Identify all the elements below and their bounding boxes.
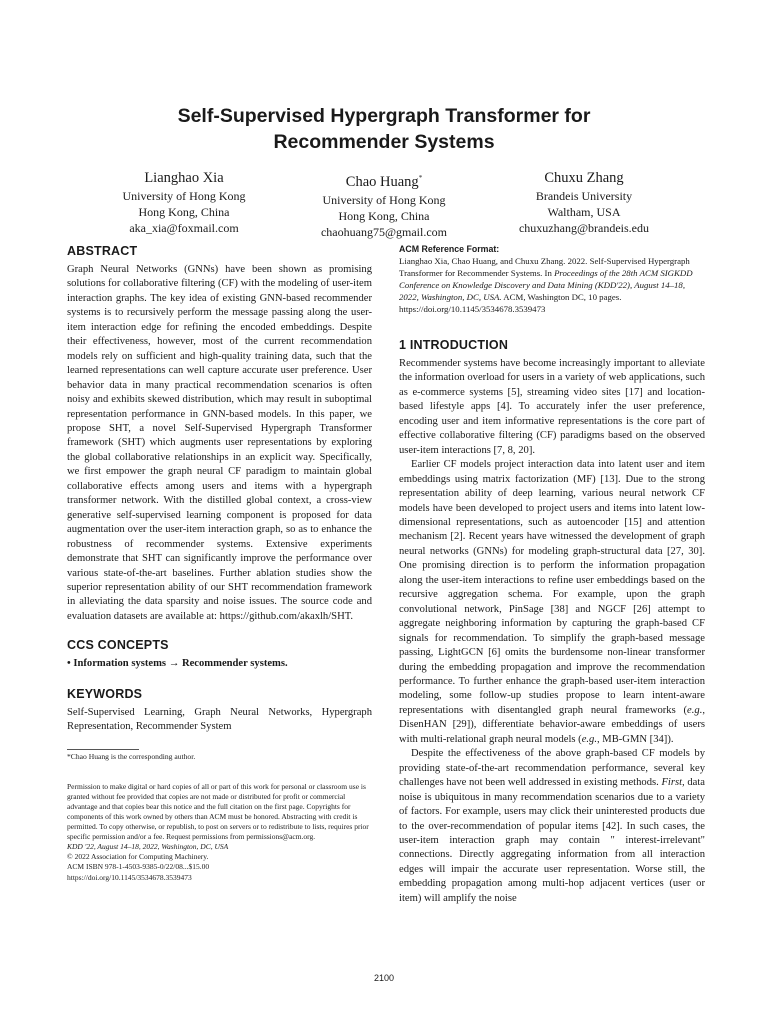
keywords-text: Self-Supervised Learning, Graph Neural Networks, Hypergraph Representation, Recommender System [67, 706, 372, 733]
author-affiliation: University of Hong Kong [122, 189, 246, 203]
ref-format-authors: Lianghao Xia, Chao Huang, and Chuxu Zhang. 2022. Self-Supervised Hypergraph Transformer for Recommender Systems. In [399, 256, 690, 278]
author-email[interactable]: aka_xia@foxmail.com [129, 221, 239, 235]
intro-paragraph-1: Recommender systems have become increasingly important to alleviate the information overload for users in a variety of web applications, such as e-commerce systems [5], streaming video sites [17] and location-based lifestyle apps [4]. To accurately infer the user preference, encoding user and item informative representations is the core part of effective collaborative filtering (CF) paradigms based on the observed user-item interactions [7, 8, 20]. [399, 358, 705, 456]
author-email[interactable]: chuxuzhang@brandeis.edu [518, 221, 649, 235]
abstract-text: Graph Neural Networks (GNNs) have been shown as promising solutions for collaborative filtering (CF) with the modeling of user-item interaction graphs. The key idea of existing GNN-based recommender systems is to recursively perform the message passing along the user-item interaction edge for refining the encoded embeddings. Despite their effectiveness, however, most of the current recommendation models rely on sufficient and high-quality training data, such that the learned representations can well capture accurate user preference. User behavior data in many practical recommendation scenarios is often noisy and exhibits skewed distribution, which may result in suboptimal representation performance in GNN-based models. In this paper, we propose SHT, a novel Self-Supervised Hypergraph Transformer framework (SHT) which augments user representations by exploring the global collaborative relationships in an explicit way. Specifically, we first empower the graph neural CF paradigm to maintain global collaborative effects among users and items with a hypergraph transformer network. With the distilled global context, a cross-view generative self-supervised learning component is proposed for data augmentation over the user-item interaction graph, so as to enhance the robustness of recommender systems. Extensive experiments demonstrate that SHT can significantly improve the performance over various state-of-the-art baselines. Further ablation studies show the superior representation ability of our SHT recommendation framework in alleviating the data sparsity and noise issues. The source code and evaluation datasets are available at: https://github.com/akaxlh/SHT. [67, 264, 372, 622]
author-2 [284, 169, 484, 240]
author-name-wrap [284, 169, 484, 192]
ccs-heading: CCS CONCEPTS [67, 638, 169, 653]
author-location: Waltham, USA [547, 205, 621, 219]
isbn-line: ACM ISBN 978-1-4503-9385-0/22/08...$15.00 [67, 862, 210, 872]
left-column [67, 243, 372, 883]
title-line-1: Self-Supervised Hypergraph Transformer for [177, 105, 591, 127]
title-line-2: Recommender Systems [273, 131, 495, 153]
right-column [399, 243, 705, 906]
author-3 [484, 169, 684, 236]
author-email[interactable]: chaohuang75@gmail.com [320, 224, 448, 239]
doi-line[interactable]: https://doi.org/10.1145/3534678.3539473 [67, 872, 192, 882]
keywords-heading: KEYWORDS [67, 686, 143, 701]
author-1 [84, 169, 284, 236]
author-location: Hong Kong, China [138, 205, 230, 219]
intro-paragraph-2 [399, 458, 705, 747]
paper-title [0, 103, 768, 155]
footnote-rule [67, 749, 139, 750]
author-affiliation: University of Hong Kong [322, 192, 446, 207]
conference-line: KDD '22, August 14–18, 2022, Washington, DC, USA [67, 842, 229, 852]
ref-format-body [399, 255, 705, 315]
introduction-heading: 1 INTRODUCTION [399, 338, 509, 352]
ccs-text: • Information systems → Recommender systems. [67, 658, 288, 670]
abstract-heading: ABSTRACT [67, 244, 138, 258]
author-affiliation: Brandeis University [535, 189, 633, 203]
intro-p2-eg-1: e.g. [687, 704, 703, 716]
intro-p3-first: First, [661, 777, 685, 789]
copyright-line: © 2022 Association for Computing Machinery. [67, 852, 209, 862]
intro-paragraph-3 [399, 747, 705, 906]
intro-p2-part-c: , MB-GMN [34]). [597, 733, 674, 745]
corresponding-author-footnote: *Chao Huang is the corresponding author. [67, 751, 196, 761]
intro-p2-eg-2: e.g. [581, 733, 597, 745]
ref-format-heading: ACM Reference Format: [399, 244, 500, 254]
author-location: Hong Kong, China [338, 208, 430, 223]
ref-format-venue: Proceedings of the 28th ACM SIGKDD Conference on Knowledge Discovery and Data Mining (KDD'22), August 14–18, 2022, Washington, DC, USA. [399, 268, 693, 302]
intro-p2-part-b: , DisenHAN [29]), differentiate behavior-aware embeddings of users with multi-relational graph neural models ( [399, 704, 705, 745]
author-name: Chuxu Zhang [544, 170, 624, 186]
author-name: Lianghao Xia [144, 170, 224, 186]
ref-format-tail: ACM, Washington DC, 10 pages. https://doi.org/10.1145/3534678.3539473 [399, 292, 622, 314]
corresponding-mark: * [418, 174, 423, 182]
permission-block [67, 782, 372, 883]
page-number: 2100 [373, 973, 395, 983]
permission-notice: Permission to make digital or hard copies of all or part of this work for personal or classroom use is granted without fee provided that copies are not made or distributed for profit or commercial advantage and that copies bear this notice and the full citation on the first page. Copyrights for components of this work owned by others than ACM must be honored. Abstracting with credit is permitted. To copy otherwise, or republish, to post on servers or to redistribute to lists, requires prior specific permission and/or a fee. Request permissions from permissions@acm.org. [67, 781, 369, 842]
intro-p3-part-a: Despite the effectiveness of the above graph-based CF models by providing state-of-the-art recommendation performance, several key challenges have not been well addressed in existing methods. [399, 748, 705, 789]
author-name: Chao Huang [345, 173, 419, 190]
intro-p3-part-b: data noise is ubiquitous in many recommendation scenarios due to a variety of factors. For example, users may click their uninterested products due to the over-recommendation of popular items [42]. In such cases, the user-item interaction graph may contain " interest-irrelevant" connections. Directly aggregating information from all interaction edges will impair the accurate user representation. Worse still, the embedding propagation among multi-hop adjacent vertices (user or item) will amplify the noise [399, 777, 705, 904]
intro-p2-part-a: Earlier CF models project interaction data into latent user and item embeddings using matrix factorization (MF) [13]. Due to the strong representation ability of deep learning, various neural network CF models have been developed to project users and items into latent low-dimensional representations, such as autoencoder [15] and attention mechanism [2]. Recent years have witnessed the development of graph neural networks (GNNs) for modeling graph-structural data [27, 30]. One promising direction is to perform the information propagation along the user-item interactions to refine user embeddings based on the recursive aggregation schema. For example, upon the graph convolutional network, PinSage [38] and NGCF [26] attempt to aggregate neighboring information by capturing the graph-based CF signals for recommendation. To simplify the graph-based message passing, LightGCN [6] omits the burdensome non-linear transformer during the embedding propagation and improve the recommendation performance. To further enhance the graph-based user-item interaction modeling, some follow-up studies propose to learn intent-aware representations with disentangled graph neural frameworks ( [399, 459, 705, 716]
